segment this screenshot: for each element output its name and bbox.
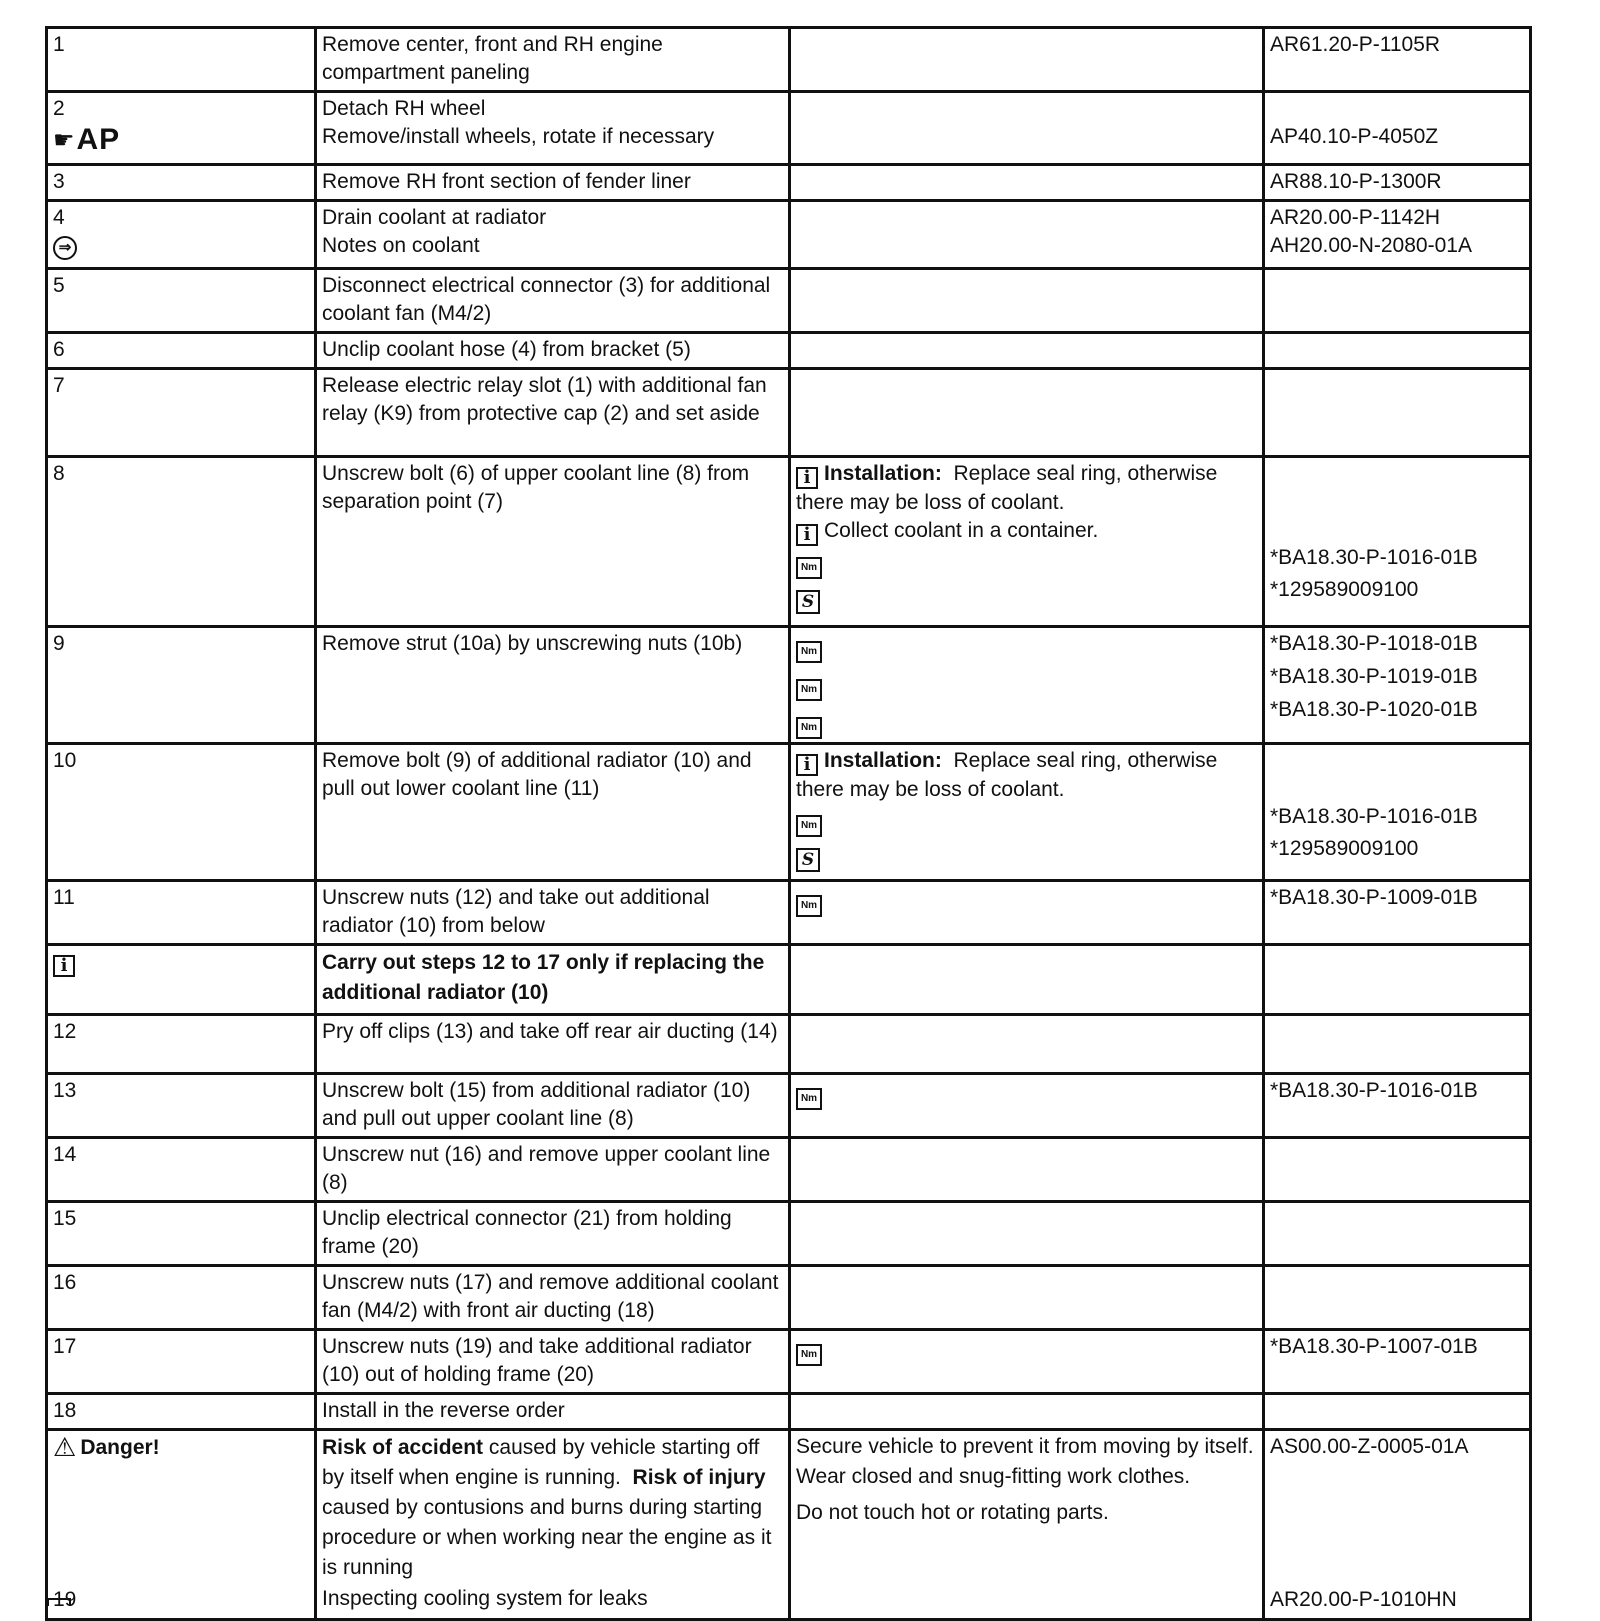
step-reference: AP40.10-P-4050Z — [1270, 125, 1439, 148]
table-row — [47, 1202, 1531, 1266]
step-reference-cell — [1264, 201, 1531, 269]
table-row — [47, 1266, 1531, 1330]
table-row — [47, 369, 1531, 457]
step-notes — [790, 1015, 1264, 1074]
step-reference-cell — [1264, 92, 1531, 165]
step-reference: *BA18.30-P-1007-01B — [1264, 1330, 1531, 1394]
step-number: 16 — [47, 1266, 316, 1330]
torque-reference: *BA18.30-P-1016-01B — [1270, 805, 1478, 828]
step-number: 15 — [47, 1202, 316, 1266]
table-row — [47, 457, 1531, 627]
step-number: 4 — [53, 206, 65, 229]
step-action: Carry out steps 12 to 17 only if replacing the additional radiator (10) — [316, 945, 790, 1015]
step-notes-cell — [790, 627, 1264, 744]
step-reference: *BA18.30-P-1016-01B — [1264, 1074, 1531, 1138]
tool-reference: *129589009100 — [1270, 837, 1419, 860]
step-notes — [790, 1138, 1264, 1202]
info-icon: i — [53, 955, 75, 977]
danger-label: Danger! — [80, 1436, 160, 1459]
step-action: Remove strut (10a) by unscrewing nuts (10b) — [316, 627, 790, 744]
step-reference — [1264, 1266, 1531, 1330]
torque-icon: Nm — [796, 557, 822, 579]
torque-icon: Nm — [796, 1344, 822, 1366]
step-notes — [790, 165, 1264, 201]
info-icon: i — [796, 754, 818, 776]
step-reference — [1264, 333, 1531, 369]
tool-reference: *129589009100 — [1270, 578, 1419, 601]
step-action: Unscrew nuts (17) and remove additional coolant fan (M4/2) with front air ducting (18) — [316, 1266, 790, 1330]
table-row — [47, 881, 1531, 945]
special-tool-icon: S — [796, 590, 820, 614]
step-action-secondary: Notes on coolant — [322, 234, 480, 257]
safety-measure: Wear closed and snug-fitting work clothes. — [796, 1465, 1191, 1488]
table-row — [47, 1074, 1531, 1138]
step-notes — [790, 945, 1264, 1015]
step-action-cell — [316, 92, 790, 165]
step-reference-cell — [1264, 457, 1531, 627]
step-action: Unscrew nuts (19) and take additional radiator (10) out of holding frame (20) — [316, 1330, 790, 1394]
step-action: Detach RH wheel — [322, 97, 486, 120]
step-action: Pry off clips (13) and take off rear air ducting (14) — [316, 1015, 790, 1074]
step-number: 6 — [47, 333, 316, 369]
step-number: 1 — [47, 28, 316, 92]
step-action: Install in the reverse order — [316, 1394, 790, 1430]
step-reference: AR88.10-P-1300R — [1264, 165, 1531, 201]
step-number: 19 — [53, 1588, 77, 1611]
step-number: 12 — [47, 1015, 316, 1074]
torque-reference: *BA18.30-P-1018-01B — [1270, 632, 1478, 655]
info-cell — [47, 945, 316, 1015]
step-action: Release electric relay slot (1) with additional fan relay (K9) from protective cap (2) and set aside — [316, 369, 790, 457]
step-action: Unscrew nut (16) and remove upper coolant line (8) — [316, 1138, 790, 1202]
step-reference — [1264, 1202, 1531, 1266]
procedure-table — [45, 26, 1532, 1621]
step-action: Unscrew nuts (12) and take out additional radiator (10) from below — [316, 881, 790, 945]
risk-accident-label: Risk of accident — [322, 1436, 484, 1459]
measures-cell — [790, 1430, 1264, 1620]
table-row — [47, 333, 1531, 369]
installation-label: Installation: — [824, 462, 942, 485]
step-reference-cell — [1264, 627, 1531, 744]
step-reference — [1264, 1394, 1531, 1430]
table-row — [47, 269, 1531, 333]
step-reference — [1264, 945, 1531, 1015]
torque-icon: Nm — [796, 815, 822, 837]
danger-text-cell — [316, 1430, 790, 1620]
table-row — [47, 1330, 1531, 1394]
info-icon: i — [796, 524, 818, 546]
step-number: 10 — [47, 744, 316, 881]
step-notes-cell — [790, 1074, 1264, 1138]
step-notes — [790, 1394, 1264, 1430]
torque-icon: Nm — [796, 717, 822, 739]
step-number: 11 — [47, 881, 316, 945]
table-row — [47, 1430, 1531, 1620]
step-notes — [790, 92, 1264, 165]
step-notes — [790, 28, 1264, 92]
table-row — [47, 627, 1531, 744]
table-row — [47, 165, 1531, 201]
torque-icon: Nm — [796, 895, 822, 917]
step-action: Unscrew bolt (15) from additional radiator (10) and pull out upper coolant line (8) — [316, 1074, 790, 1138]
table-row — [47, 744, 1531, 881]
step-action: Remove bolt (9) of additional radiator (10) and pull out lower coolant line (11) — [316, 744, 790, 881]
torque-icon: Nm — [796, 1088, 822, 1110]
danger-reference: AS00.00-Z-0005-01A — [1270, 1435, 1469, 1458]
step-number: 7 — [47, 369, 316, 457]
step-reference: AR61.20-P-1105R — [1264, 28, 1531, 92]
step-action: Remove center, front and RH engine compartment paneling — [316, 28, 790, 92]
installation-label: Installation: — [824, 749, 942, 772]
step-number: 2 — [53, 97, 65, 120]
step-notes-cell — [790, 457, 1264, 627]
step-action: Drain coolant at radiator — [322, 206, 547, 229]
step-reference-cell — [1264, 744, 1531, 881]
risk-injury-text: caused by contusions and burns during starting procedure or when working near the engine as it is running — [322, 1496, 772, 1579]
pointing-hand-icon: ☛ — [53, 127, 75, 154]
coolant-notes-icon: ⇒ — [53, 236, 77, 260]
step-number: 18 — [47, 1394, 316, 1430]
step-reference — [1264, 1015, 1531, 1074]
table-row — [47, 1015, 1531, 1074]
step-reference-secondary: AH20.00-N-2080-01A — [1270, 234, 1472, 257]
step-notes-cell — [790, 881, 1264, 945]
step-reference — [1264, 1138, 1531, 1202]
table-row — [47, 1138, 1531, 1202]
step-notes — [790, 201, 1264, 269]
installation-note: Replace seal ring, otherwise there may be loss of coolant. — [796, 462, 1218, 514]
step-number: 14 — [47, 1138, 316, 1202]
torque-reference: *BA18.30-P-1019-01B — [1270, 665, 1478, 688]
danger-cell — [47, 1430, 316, 1620]
step-number: 17 — [47, 1330, 316, 1394]
torque-icon: Nm — [796, 679, 822, 701]
table-row — [47, 1394, 1531, 1430]
step-action-cell — [316, 201, 790, 269]
step-reference — [1264, 369, 1531, 457]
step-notes — [790, 1202, 1264, 1266]
torque-icon: Nm — [796, 641, 822, 663]
step-number: 9 — [47, 627, 316, 744]
step-action: Disconnect electrical connector (3) for additional coolant fan (M4/2) — [316, 269, 790, 333]
step-notes — [790, 269, 1264, 333]
next-page-cell-edge — [47, 1598, 71, 1606]
step-number: 3 — [47, 165, 316, 201]
step-number-cell — [47, 92, 316, 165]
step-action: Unscrew bolt (6) of upper coolant line (8) from separation point (7) — [316, 457, 790, 627]
step-action-secondary: Remove/install wheels, rotate if necessary — [322, 125, 715, 148]
step-notes-cell — [790, 744, 1264, 881]
step-notes — [790, 1266, 1264, 1330]
info-icon: i — [796, 467, 818, 489]
step-number: 8 — [47, 457, 316, 627]
step-notes-cell — [790, 1330, 1264, 1394]
step-reference: AR20.00-P-1010HN — [1270, 1588, 1457, 1611]
risk-injury-label: Risk of injury — [632, 1466, 766, 1489]
risk-accident-text: caused by vehicle starting off by itself when engine is running. — [322, 1436, 760, 1489]
torque-reference: *BA18.30-P-1020-01B — [1270, 698, 1478, 721]
info-note: Collect coolant in a container. — [824, 519, 1099, 542]
step-number: 13 — [47, 1074, 316, 1138]
step-notes — [790, 369, 1264, 457]
step-action: Unclip coolant hose (4) from bracket (5) — [316, 333, 790, 369]
step-reference: *BA18.30-P-1009-01B — [1264, 881, 1531, 945]
ap-badge: AP — [76, 123, 121, 156]
safety-measure: Do not touch hot or rotating parts. — [796, 1501, 1109, 1524]
step-reference: AR20.00-P-1142H — [1270, 206, 1441, 229]
installation-note: Replace seal ring, otherwise there may be loss of coolant. — [796, 749, 1218, 801]
step-action: Unclip electrical connector (21) from holding frame (20) — [316, 1202, 790, 1266]
reference-cell — [1264, 1430, 1531, 1620]
safety-measure: Secure vehicle to prevent it from moving by itself. — [796, 1435, 1254, 1458]
step-action: Inspecting cooling system for leaks — [322, 1587, 648, 1610]
step-number: 5 — [47, 269, 316, 333]
warning-triangle-icon: ⚠ — [53, 1432, 77, 1462]
table-row — [47, 945, 1531, 1015]
table-row — [47, 201, 1531, 269]
torque-reference: *BA18.30-P-1016-01B — [1270, 546, 1478, 569]
table-row — [47, 92, 1531, 165]
step-notes — [790, 333, 1264, 369]
step-action: Remove RH front section of fender liner — [316, 165, 790, 201]
step-number-cell — [47, 201, 316, 269]
special-tool-icon: S — [796, 848, 820, 872]
table-row — [47, 28, 1531, 92]
step-reference — [1264, 269, 1531, 333]
